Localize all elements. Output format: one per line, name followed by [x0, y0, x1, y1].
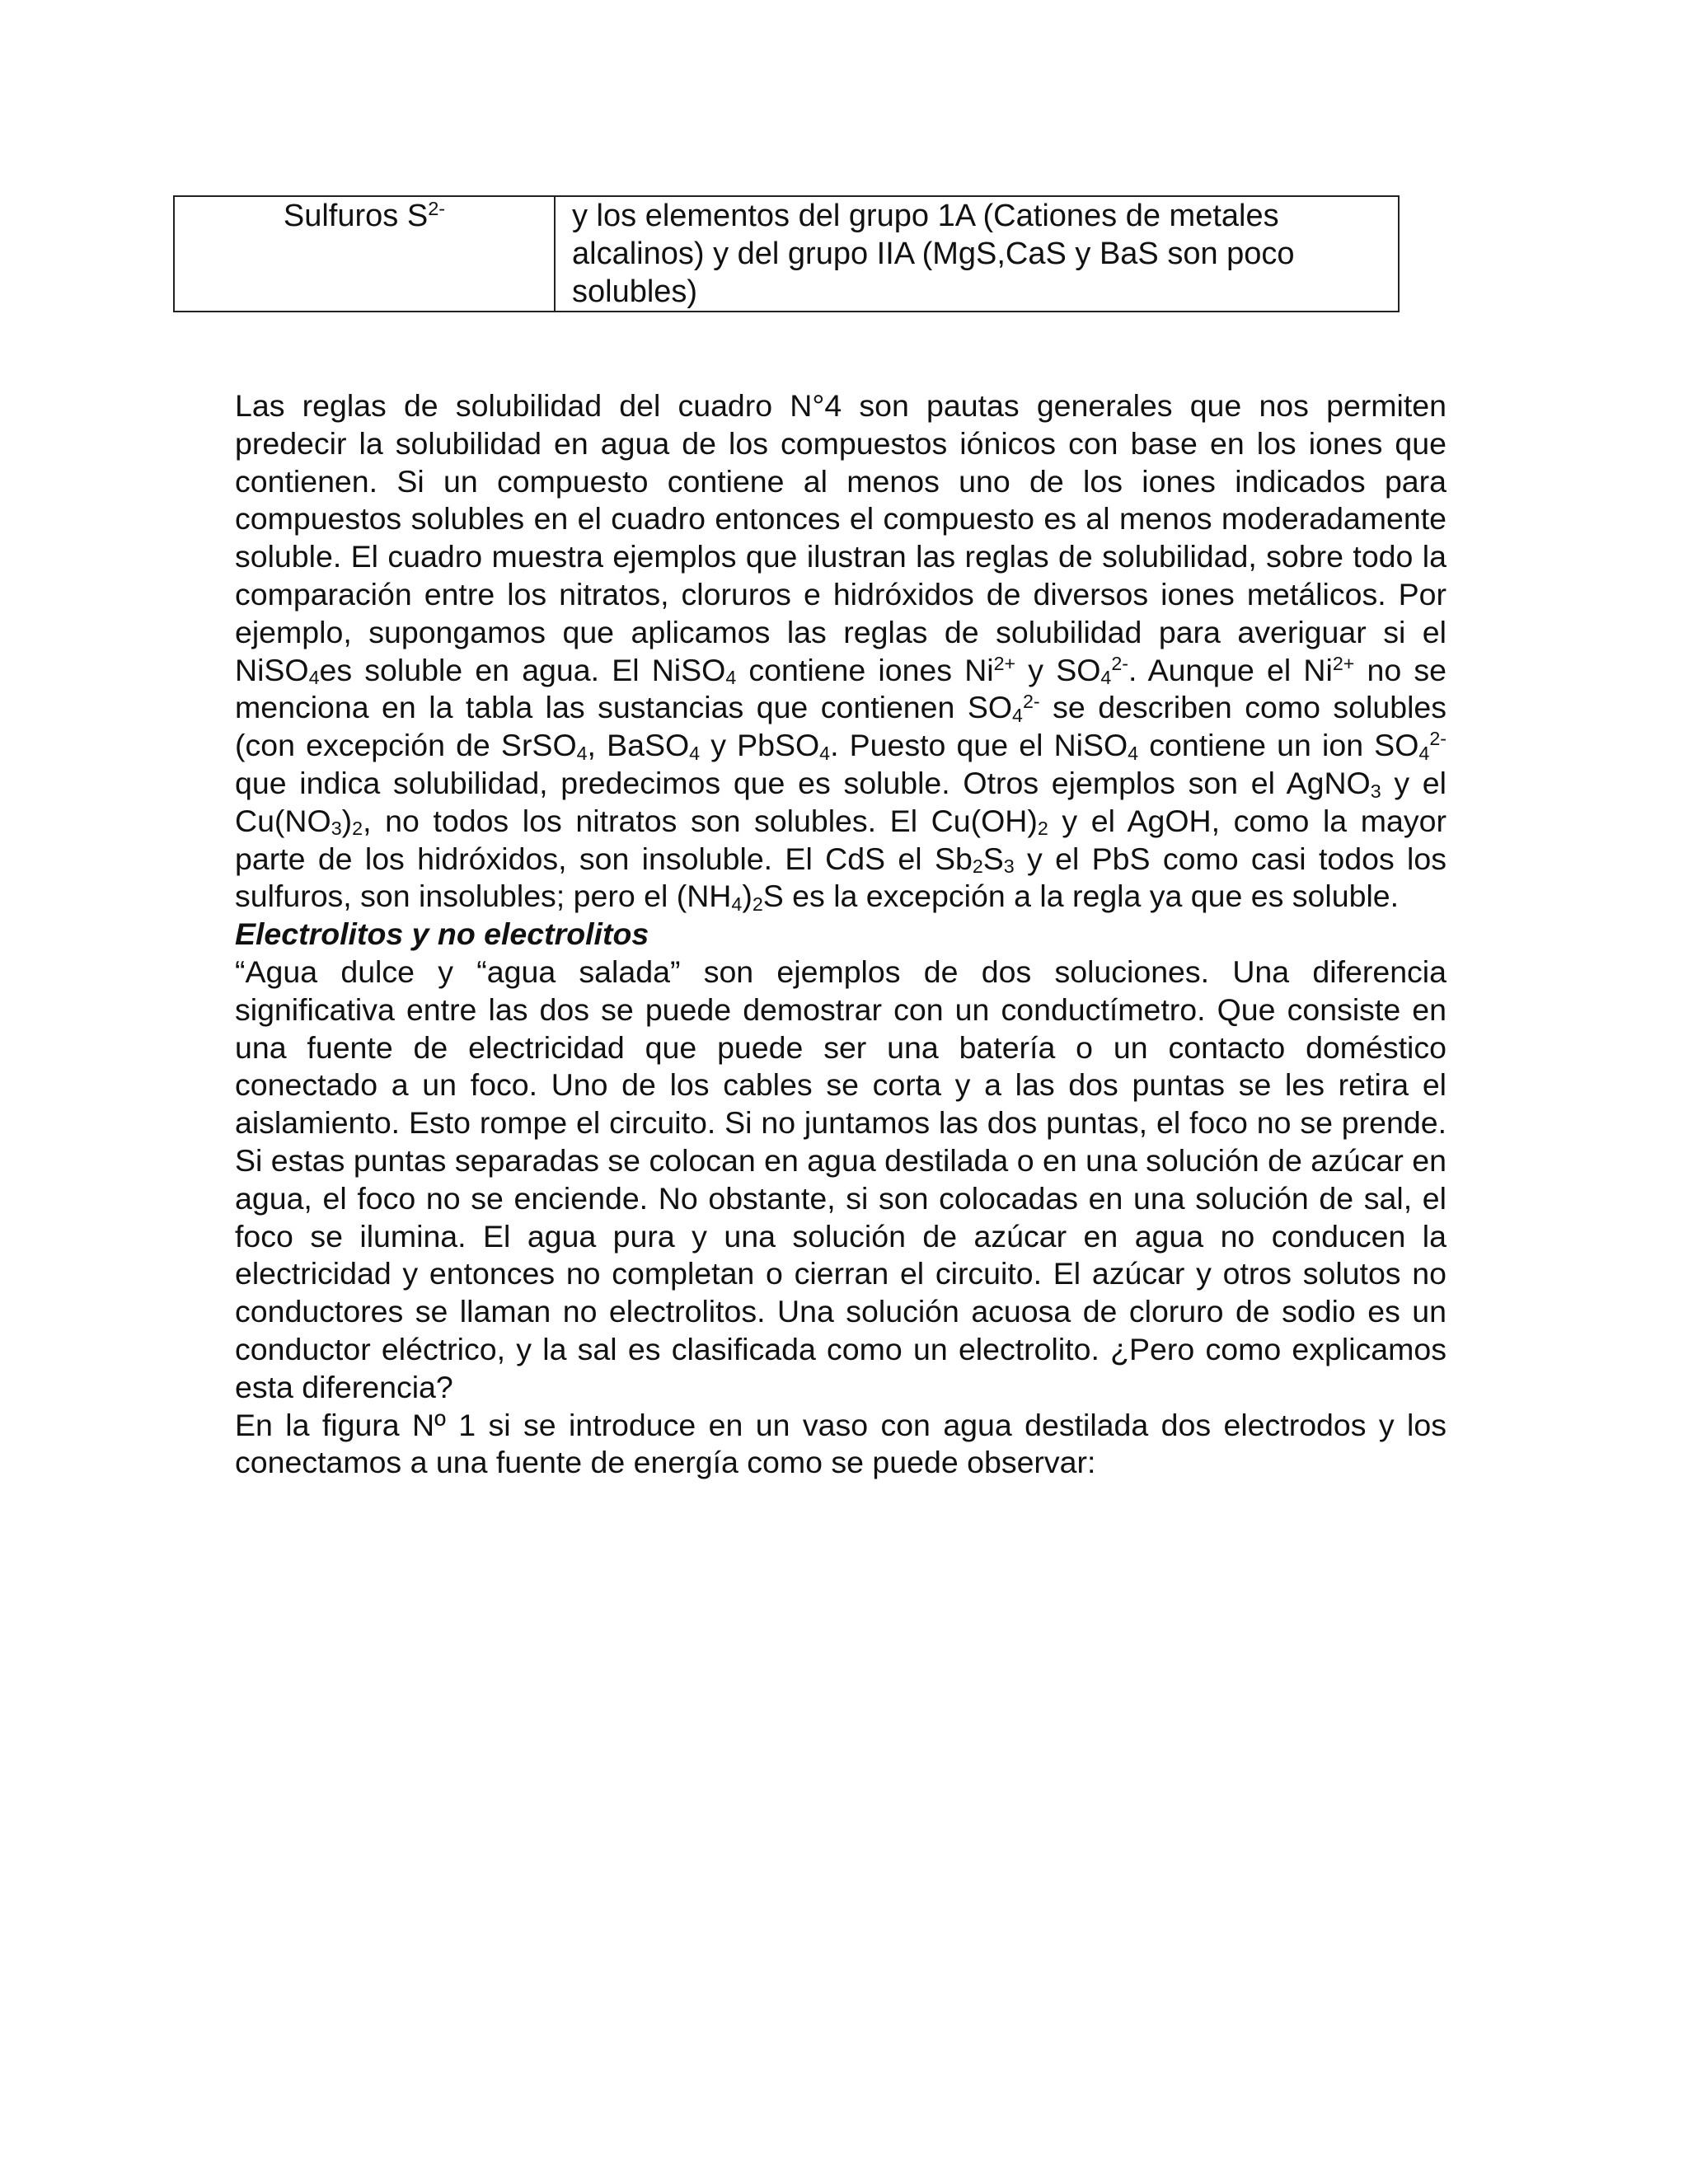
- electrolytes-paragraph: “Agua dulce y “agua salada” son ejemplos de dos soluciones. Una diferencia significativa entre las dos se puede demostrar con un conductímetro. Que consiste en una fuente de electricidad que puede ser una batería o un contacto doméstico conectado a un foco. Uno de los cables se corta y a las dos puntas se les retira el aislamiento. Esto rompe el circuito. Si no juntamos las dos puntas, el foco no se prende. Si estas puntas separadas se colocan en agua destilada o en una solución de azúcar en agua, el foco no se enciende. No obstante, si son colocadas en una solución de sal, el foco se ilumina. El agua pura y una solución de azúcar en agua no conducen la electricidad y entonces no completan o cierran el circuito. El azúcar y otros solutos no conductores se llaman no electrolitos. Una solución acuosa de cloruro de sodio es un conductor eléctrico, y la sal es clasificada como un electrolito. ¿Pero como explicamos esta diferencia?: [235, 954, 1447, 1404]
- solubility-table: [173, 195, 1400, 312]
- ion-cell: [174, 196, 555, 312]
- ion-charge: 2-: [428, 198, 446, 220]
- body-text: [235, 387, 1447, 1482]
- section-heading: Electrolitos y no electrolitos: [235, 916, 649, 952]
- solubility-paragraph: Las reglas de solubilidad del cuadro N°4 son pautas generales que nos permiten predecir la solubilidad en agua de los compuestos iónicos con base en los iones que contienen. Si un compuesto contiene al menos uno de los iones indicados para compuestos solubles en el cuadro entonces el compuesto es al menos moderadamente soluble. El cuadro muestra ejemplos que ilustran las reglas de solubilidad, sobre todo la comparación entre los nitratos, cloruros e hidróxidos de diversos iones metálicos. Por ejemplo, supongamos que aplicamos las reglas de solubilidad para averiguar si el NiSO$_4$es soluble en agua. El NiSO$_4$ contiene iones $Ni^{2+}$ y $SO_4^{2-}$. Aunque el $Ni^{2+}$ no se menciona en la tabla las sustancias que contienen $SO_4^{2-}$ se describen como solubles (con excepción de SrSO$_4$, BaSO$_4$ y PbSO$_4$. Puesto que el NiSO$_4$ contiene un ion $SO_4^{2-}$ que indica solubilidad, predecimos que es soluble. Otros ejemplos son el AgNO$_3$ y el $Cu(NO_3)_2$, no todos los nitratos son solubles. El $Cu(OH)_2$ y el AgOH, como la mayor parte de los hidróxidos, son insoluble. El CdS el $Sb_2S_3$ y el PbS como casi todos los sulfuros, son insolubles; pero el $(NH_4)_2S$ es la excepción a la regla ya que es soluble.: [235, 388, 1447, 915]
- figure-intro-paragraph: En la figura Nº 1 si se introduce en un vaso con agua destilada dos electrodos y los conectamos a una fuente de energía como se puede observar:: [235, 1407, 1447, 1480]
- ion-name: Sulfuros S: [283, 199, 429, 233]
- table-row: [174, 196, 1399, 312]
- rule-cell: y los elementos del grupo 1A (Cationes de metales alcalinos) y del grupo IIA (MgS,CaS y BaS son poco solubles): [555, 196, 1399, 312]
